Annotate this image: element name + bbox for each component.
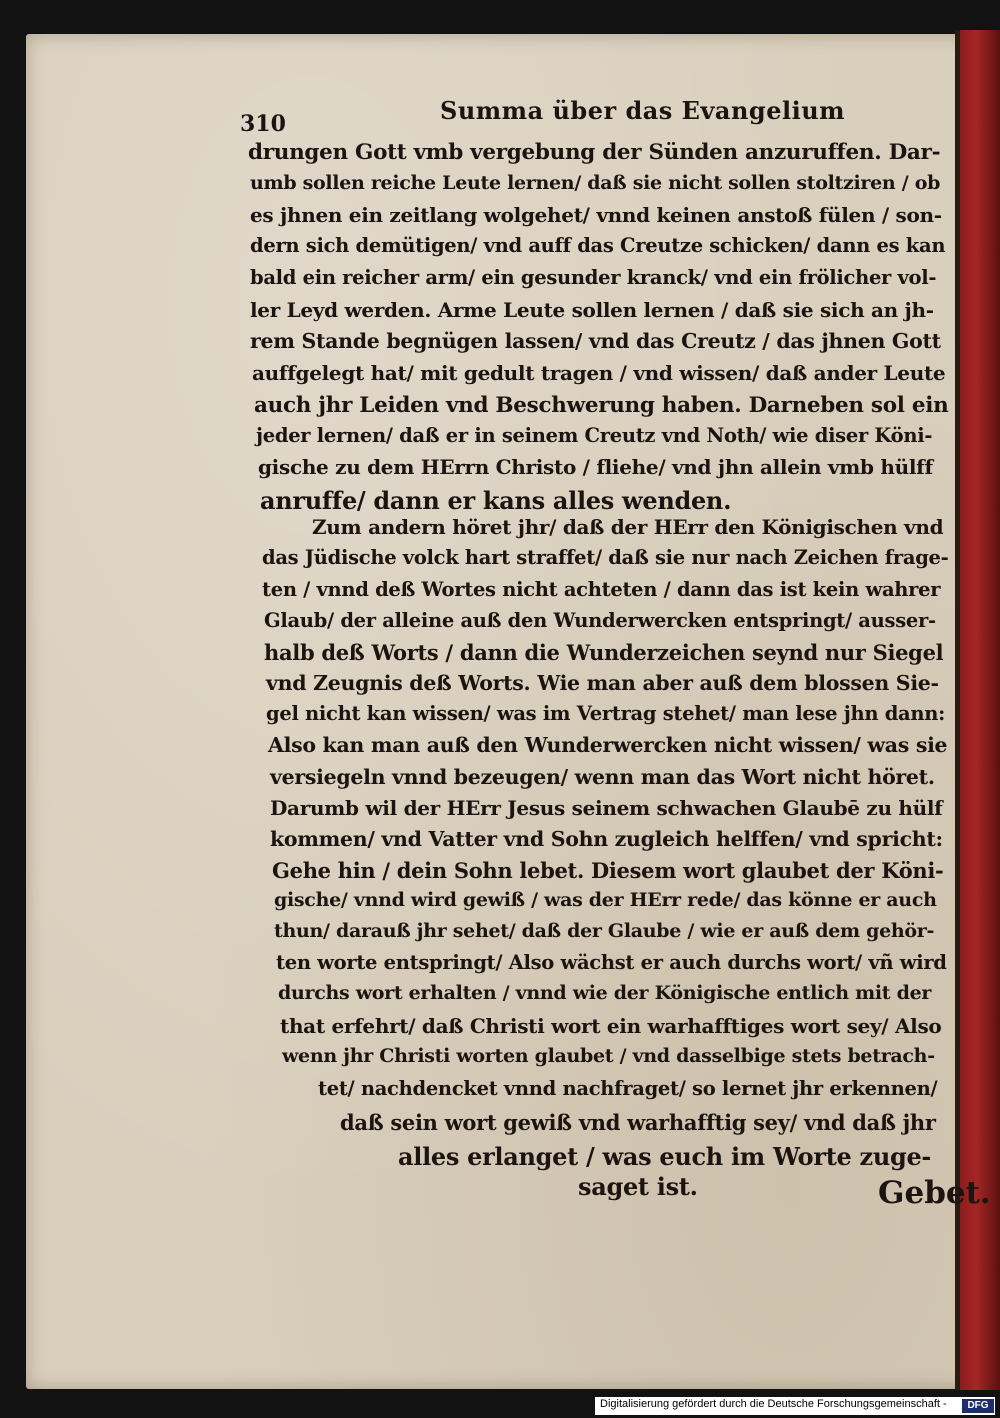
text-line: Darumb wil der HErr Jesus seinem schwachen Glaubē zu hülf xyxy=(270,796,943,820)
footer-credit: Digitalisierung gefördert durch die Deutsche Forschungsgemeinschaft - xyxy=(600,1398,947,1410)
text-line: daß sein wort gewiß vnd warhafftig sey/ vnd daß jhr xyxy=(340,1110,936,1135)
text-line: durchs wort erhalten / vnnd wie der Königische entlich mit der xyxy=(278,982,932,1004)
text-line: das Jüdische volck hart straffet/ daß sie nur nach Zeichen frage- xyxy=(262,546,949,569)
text-line: thun/ darauß jhr sehet/ daß der Glaube / wie er auß dem gehör- xyxy=(274,920,935,942)
text-line: umb sollen reiche Leute lernen/ daß sie nicht sollen stoltziren / ob xyxy=(250,172,941,194)
text-line: ler Leyd werden. Arme Leute sollen lernen / daß sie sich an jh- xyxy=(250,298,934,322)
text-line: versiegeln vnnd bezeugen/ wenn man das Wort nicht höret. xyxy=(270,765,935,789)
text-line: dern sich demütigen/ vnd auff das Creutze schicken/ dann es kan xyxy=(250,234,946,257)
text-line: ten / vnnd deß Wortes nicht achteten / dann das ist kein wahrer xyxy=(262,578,941,601)
running-head: Summa über das Evangelium xyxy=(440,96,846,125)
catchword: Gebet. xyxy=(878,1175,991,1211)
text-line: tet/ nachdencket vnnd nachfraget/ so lernet jhr erkennen/ xyxy=(318,1077,938,1100)
text-line: Glaub/ der alleine auß den Wunderwercken entspringt/ ausser- xyxy=(264,609,936,632)
text-line: auch jhr Leiden vnd Beschwerung haben. Darneben sol ein xyxy=(254,393,949,418)
text-line: Zum andern höret jhr/ daß der HErr den Königischen vnd xyxy=(312,515,944,539)
text-line: auffgelegt hat/ mit gedult tragen / vnd wissen/ daß ander Leute xyxy=(252,361,946,385)
text-line: alles erlanget / was euch im Worte zuge- xyxy=(398,1142,932,1171)
page-number: 310 xyxy=(240,111,286,137)
text-line: vnd Zeugnis deß Worts. Wie man aber auß dem blossen Sie- xyxy=(266,671,939,695)
text-line: es jhnen ein zeitlang wolgehet/ vnnd keinen anstoß fülen / son- xyxy=(250,203,942,227)
dfg-logo: DFG xyxy=(962,1399,994,1413)
text-line: bald ein reicher arm/ ein gesunder kranck/ vnd ein frölicher vol- xyxy=(250,266,937,289)
text-line: that erfehrt/ daß Christi wort ein warhafftiges wort sey/ Also xyxy=(280,1014,942,1038)
text-line: jeder lernen/ daß er in seinem Creutz vnd Noth/ wie diser Köni- xyxy=(256,424,933,447)
text-line: Also kan man auß den Wunderwercken nicht wissen/ was sie xyxy=(268,733,948,757)
text-line: kommen/ vnd Vatter vnd Sohn zugleich helffen/ vnd spricht: xyxy=(270,827,943,851)
text-line: gel nicht kan wissen/ was im Vertrag stehet/ man lese jhn dann: xyxy=(266,702,946,725)
text-line: anruffe/ dann er kans alles wenden. xyxy=(260,486,732,515)
text-line: ten worte entspringt/ Also wächst er auch durchs wort/ vñ wird xyxy=(276,951,947,974)
text-line: gische/ vnnd wird gewiß / was der HErr rede/ das könne er auch xyxy=(274,889,937,911)
text-line: Gehe hin / dein Sohn lebet. Diesem wort glaubet der Köni- xyxy=(272,858,944,883)
text-line: saget ist. xyxy=(578,1172,698,1201)
text-line: halb deß Worts / dann die Wunderzeichen seynd nur Siegel xyxy=(264,640,944,665)
text-line: rem Stande begnügen lassen/ vnd das Creutz / das jhnen Gott xyxy=(250,329,941,353)
text-line: drungen Gott vmb vergebung der Sünden anzuruffen. Dar- xyxy=(248,140,941,165)
text-line: wenn jhr Christi worten glaubet / vnd dasselbige stets betrach- xyxy=(282,1045,935,1067)
text-line: gische zu dem HErrn Christo / fliehe/ vnd jhn allein vmb hülff xyxy=(258,455,933,479)
